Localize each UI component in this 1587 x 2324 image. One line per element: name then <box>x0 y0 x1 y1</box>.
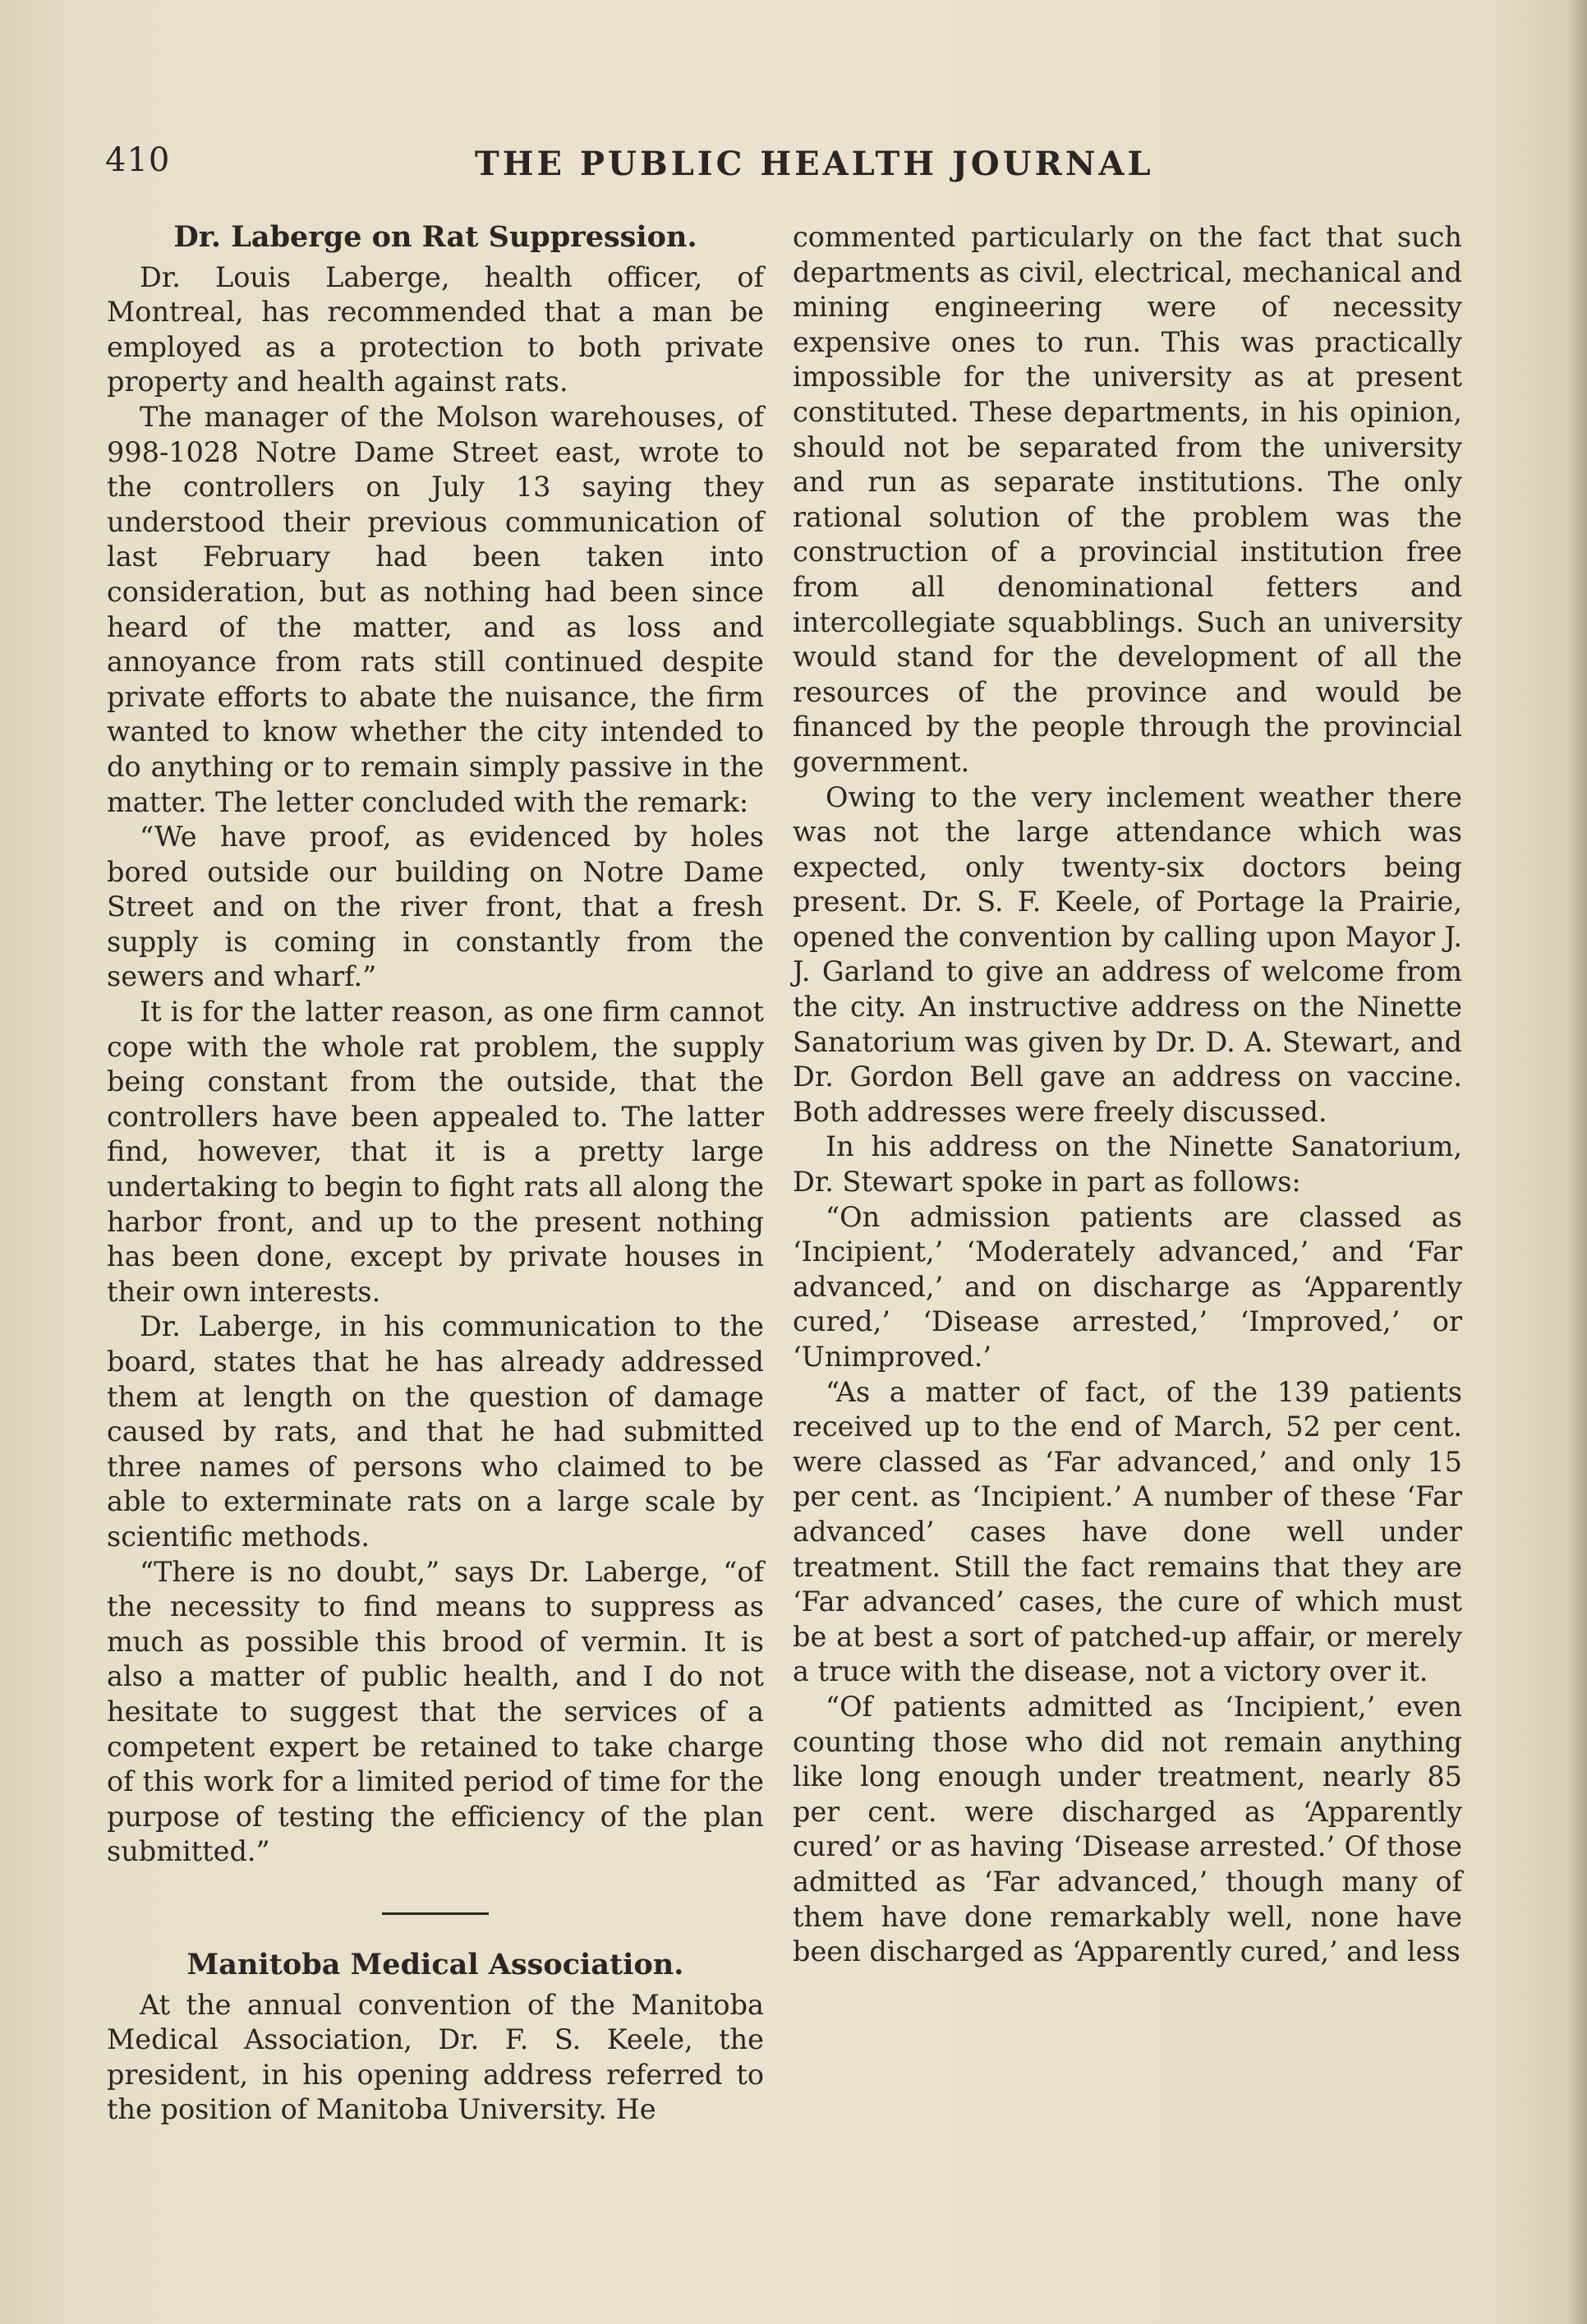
section-divider <box>382 1912 489 1915</box>
quote-paragraph: “On admission patients are classed as ‘Incipient,’ ‘Moderately advanced,’ and ‘Far advanced,’ and on discharge as ‘Apparently cured,’ ‘Disease arrested,’ ‘Improved,’ or ‘Unimproved.’ <box>793 1200 1462 1373</box>
paragraph-continued: commented particularly on the fact that such departments as civil, electrical, mechanical and mining engineering were of necessity expensive ones to run. This was practically impossible for the university as at present constituted. These departments, in his opinion, should not be separated from the university and run as separate institutions. The only rational solution of the problem was the construction of a provincial institution free from all denominational fetters and intercollegiate squabblings. Such an university would stand for the development of all the resources of the province and would be financed by the people through the provincial government. <box>793 221 1462 778</box>
quote-paragraph: “There is no doubt,” says Dr. Laberge, “of the necessity to find means to suppress as much as possible this brood of vermin. It is also a matter of public health, and I do not hesitate to suggest that the services of a competent expert be retained to take charge of this work for a limited period of time for the purpose of testing the efficiency of the plan submitted.” <box>107 1555 764 1868</box>
paragraph: Owing to the very inclement weather there was not the large attendance which was expected, only twenty-six doctors being present. Dr. S. F. Keele, of Portage la Prairie, opened the convention by calling upon Mayor J. J. Garland to give an address of welcome from the city. An instructive address on the Ninette Sanatorium was given by Dr. D. A. Stewart, and Dr. Gordon Bell gave an address on vaccine. Both addresses were freely discussed. <box>793 780 1462 1128</box>
article-title-rat-suppression: Dr. Laberge on Rat Suppression. <box>173 220 697 254</box>
journal-title: THE PUBLIC HEALTH JOURNAL <box>475 145 1154 183</box>
quote-paragraph: “As a matter of fact, of the 139 patients received up to the end of March, 52 per cent. were classed as ‘Far advanced,’ and only 15 per cent. as ‘Incipient.’ A number of these ‘Far advanced’ cases have done well under treatment. Still the fact remains that they are ‘Far advanced’ cases, the cure of which must be at best a sort of patched-up affair, or merely a truce with the disease, not a victory over it. <box>793 1375 1462 1688</box>
right-column <box>793 220 1462 1970</box>
article-title-manitoba: Manitoba Medical Association. <box>186 1947 684 1981</box>
paragraph: Dr. Laberge, in his communication to the board, states that he has already addressed them at length on the question of damage caused by rats, and that he had submitted three names of persons who claimed to be able to exterminate rats on a large scale by scientific methods. <box>107 1310 764 1553</box>
running-head <box>105 141 1154 191</box>
paragraph: It is for the latter reason, as one firm cannot cope with the whole rat problem, the supply being constant from the outside, that the controllers have been appealed to. The latter find, however, that it is a pretty large undertaking to begin to fight rats all along the harbor front, and up to the present nothing has been done, except by private houses in their own interests. <box>107 996 764 1308</box>
paragraph: Dr. Louis Laberge, health officer, of Montreal, has recommended that a man be employed as a protection to both private property and health against rats. <box>107 260 764 398</box>
paragraph: At the annual convention of the Manitoba Medical Association, Dr. F. S. Keele, the president, in his opening address referred to the position of Manitoba University. He <box>107 1988 764 2126</box>
page-number: 410 <box>105 141 171 179</box>
left-column <box>107 220 764 2128</box>
quote-paragraph: “Of patients admitted as ‘Incipient,’ even counting those who did not remain anything like long enough under treatment, nearly 85 per cent. were discharged as ‘Apparently cured’ or as having ‘Disease arrested.’ Of those admitted as ‘Far advanced,’ though many of them have done remarkably well, none have been discharged as ‘Apparently cured,’ and less <box>793 1690 1462 1968</box>
paragraph: In his address on the Ninette Sanatorium, Dr. Stewart spoke in part as follows: <box>793 1130 1462 1199</box>
paragraph: The manager of the Molson warehouses, of 998-1028 Notre Dame Street east, wrote to the controllers on July 13 saying they understood their previous communication of last February had been taken into consideration, but as nothing had been since heard of the matter, and as loss and annoyance from rats still continued despite private efforts to abate the nuisance, the firm wanted to know whether the city intended to do anything or to remain simply passive in the matter. The letter concluded with the remark: <box>107 400 764 818</box>
quote-paragraph: “We have proof, as evidenced by holes bored outside our building on Notre Dame Street and on the river front, that a fresh supply is coming in constantly from the sewers and wharf.” <box>107 821 764 993</box>
page-edge-shadow <box>1567 0 1587 2324</box>
